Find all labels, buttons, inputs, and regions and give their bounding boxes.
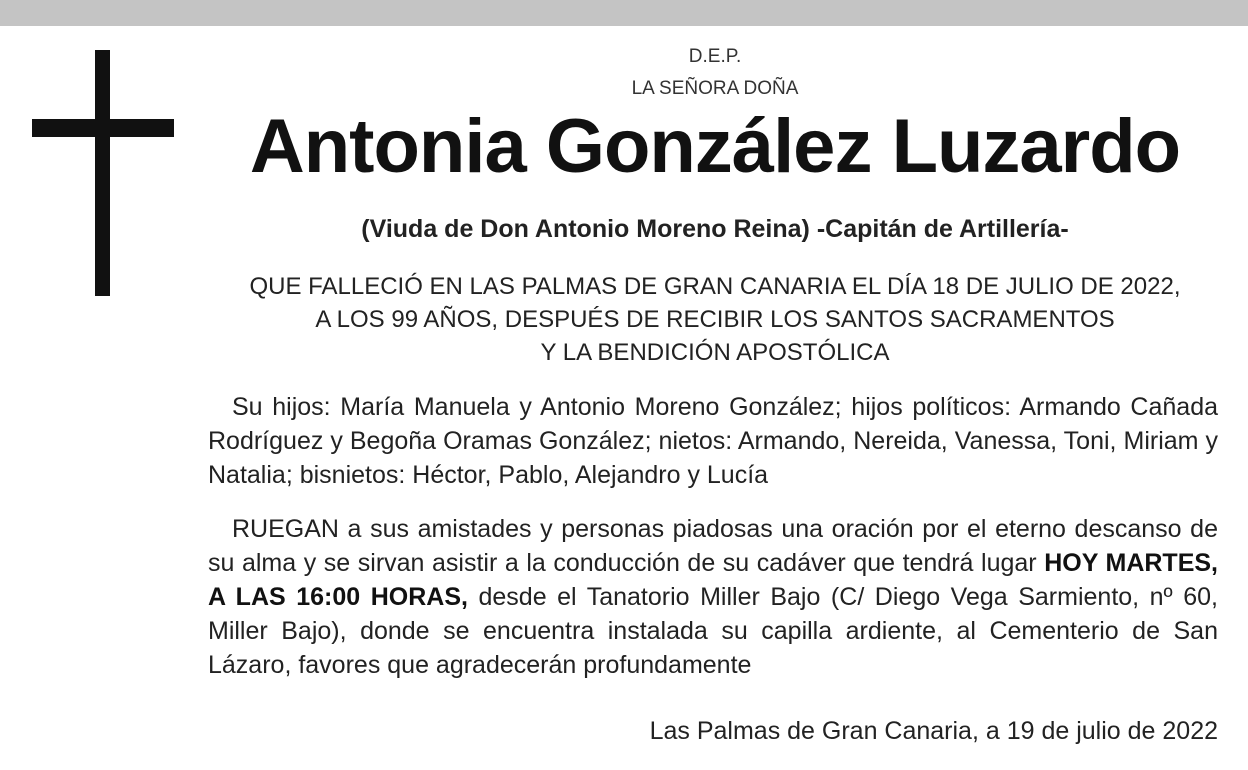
cross-horizontal-bar bbox=[32, 119, 174, 137]
top-border bbox=[0, 0, 1248, 26]
cross-vertical-bar bbox=[95, 50, 110, 296]
death-line: QUE FALLECIÓ EN LAS PALMAS DE GRAN CANARIA EL DÍA 18 DE JULIO DE 2022, bbox=[249, 273, 1181, 300]
request-text: RUEGAN a sus amistades y personas piadosas una oración por el eterno descanso de su alma y se sirvan asistir a la conducción de su cadáver que tendrá lugar bbox=[208, 515, 1218, 577]
death-line: Y LA BENDICIÓN APOSTÓLICA bbox=[540, 339, 890, 366]
deceased-name: Antonia González Luzardo bbox=[249, 104, 1181, 189]
cross-icon bbox=[32, 50, 174, 296]
request-text-continued: desde el Tanatorio Miller Bajo (C/ Diego Vega Sarmiento, nº 60, Miller Bajo), donde se encuentra instalada su capilla ardiente, al Cementerio de San Lázaro, favores que agradecerán profundamente bbox=[208, 583, 1218, 679]
dep-label: D.E.P. bbox=[688, 46, 742, 67]
request-time: HOY MARTES, A LAS 16:00 HORAS, bbox=[208, 549, 1218, 611]
honorific-label: LA SEÑORA DOÑA bbox=[631, 78, 799, 99]
place-date: Las Palmas de Gran Canaria, a 19 de julio de 2022 bbox=[649, 717, 1218, 745]
widow-of-line: (Viuda de Don Antonio Moreno Reina) -Capitán de Artillería- bbox=[361, 215, 1069, 243]
request-paragraph bbox=[208, 512, 1218, 682]
death-line: A LOS 99 AÑOS, DESPUÉS DE RECIBIR LOS SANTOS SACRAMENTOS bbox=[315, 306, 1115, 333]
death-announcement bbox=[200, 270, 1230, 369]
family-paragraph: Su hijos: María Manuela y Antonio Moreno González; hijos políticos: Armando Cañada Rodríguez y Begoña Oramas González; nietos: Armando, Nereida, Vanessa, Toni, Miriam y Natalia; bisnietos: Héctor, Pablo, Alejandro y Lucía bbox=[208, 393, 1218, 489]
